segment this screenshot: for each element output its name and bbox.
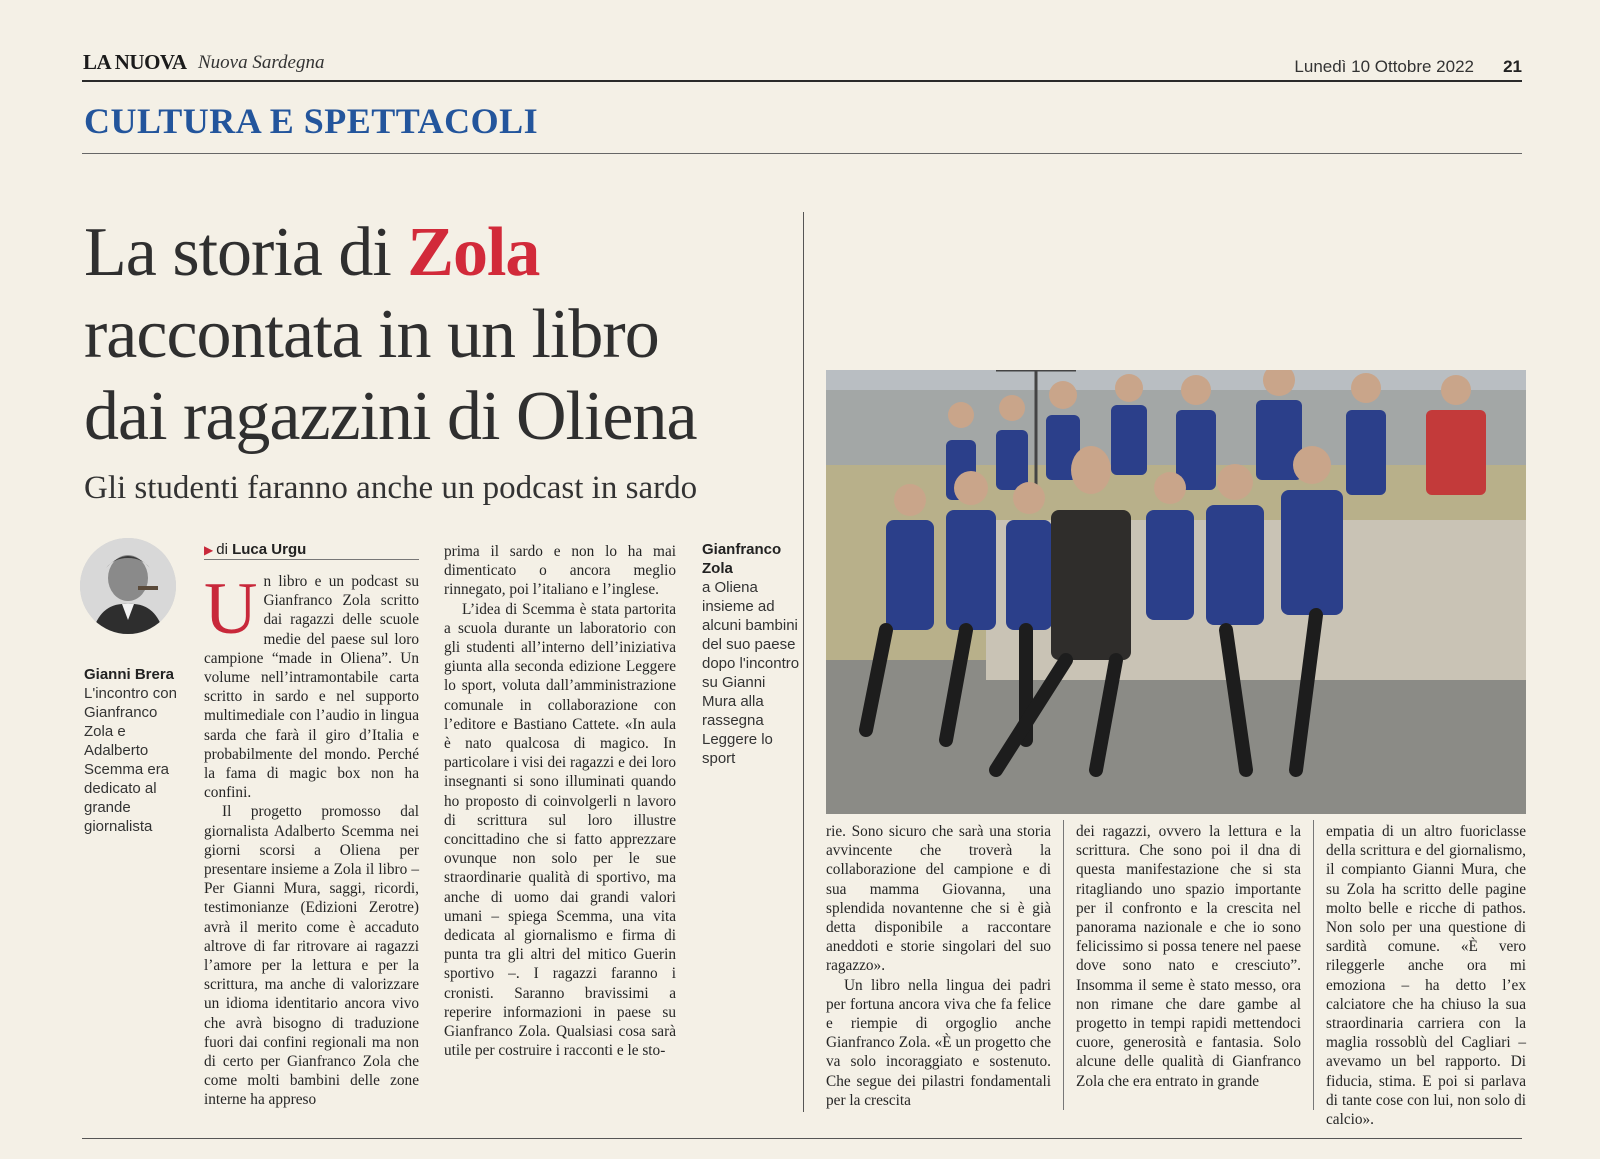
byline-prefix: di bbox=[216, 541, 228, 558]
caption-text: a Oliena insieme ad alcuni bambini del suo paese dopo l'incontro su Gianni Mura alla rassegna Leggere lo sport bbox=[702, 579, 800, 767]
article-column-1 bbox=[204, 568, 419, 1110]
header-rule bbox=[82, 80, 1522, 82]
paragraph: empatia di un altro fuoriclasse della scrittura e del giornalismo, il compianto Gianni Mura, che su Zola ha scritto delle pagine molto belle e ricche di pathos. Non solo per una questione di sardità comune. «È vero rileggerle anche ora mi emoziona – ha detto l’ex calciatore che ha chiuso la sua straordinaria carriera con la maglia rossoblù del Cagliari – avevamo un bel rapporto. Di fiducia, stima. E poi si parlava di tante cose con lui, non solo di calcio». bbox=[1326, 823, 1526, 1129]
paragraph: L’idea di Scemma è stata partorita a scuola durante un laboratorio con gli studenti all’interno dell’iniziativa giunta alla seconda edizione Leggere lo sport, voluta dall’amministrazione comunale in collaborazione con l’editore e Bastiano Cattete. «In aula è nato qualcosa di magico. In particolare i visi dei ragazzi e dei loro insegnanti si sono illuminati quando ho proposto di coinvolgerli n lavoro di scrittura sul loro illustre concittadino che si fatto apprezzare ovunque non solo per le sue straordinarie qualità di sportivo, ma anche di uomo dai grandi valori umani – spiega Scemma, una vita dedicata al giornalismo e firma di punta tra gli altri del mitico Guerin sportivo –. I ragazzi faranno i cronisti. Saranno bravissimi a reperire informazioni in paese su Gianfranco Zola. Qualsiasi cosa sarà utile per costruire i racconti e le sto- bbox=[444, 600, 676, 1060]
section-rule bbox=[82, 153, 1522, 154]
page-number: 21 bbox=[1503, 57, 1522, 76]
paragraph: n libro e un podcast su Gianfranco Zola scritto dai ragazzi delle scuole medie del paese sul loro campione “made in Oliena”. Un volume nell’intramontabile carta scritto in sardo e nel supporto multimediale con l’audio in lingua sarda che farà il giro d’Italia e probabilmente del mondo. Perché la fama di magic box non ha confini. bbox=[204, 573, 419, 802]
section-title: CULTURA E SPETTACOLI bbox=[84, 101, 539, 141]
dropcap: U bbox=[204, 568, 258, 650]
headline-text: La storia di bbox=[84, 214, 408, 291]
article-column-4 bbox=[1076, 822, 1301, 1091]
subheadline: Gli studenti faranno anche un podcast in sardo bbox=[84, 470, 698, 506]
byline bbox=[204, 541, 306, 558]
article-column-3 bbox=[826, 822, 1051, 1110]
footer-rule bbox=[82, 1138, 1522, 1139]
paragraph: prima il sardo e non lo ha mai dimenticato o ancora meglio rinnegato, poi l’italiano e l’inglese. bbox=[444, 543, 676, 599]
masthead-logo: LA NUOVA bbox=[83, 50, 187, 74]
article-column-2 bbox=[444, 542, 676, 1060]
masthead-script-logo: Nuova Sardegna bbox=[198, 52, 325, 73]
article-column-5 bbox=[1326, 822, 1526, 1129]
author-photo-caption bbox=[84, 665, 179, 836]
column-rule bbox=[1063, 820, 1064, 1110]
triangle-icon: ▶ bbox=[204, 543, 214, 557]
headline bbox=[84, 212, 784, 458]
paragraph: rie. Sono sicuro che sarà una storia avvincente che troverà la collaborazione del campione e di sua mamma Giovanna, una splendida novantenne che si è già detta disponibile a raccontare aneddoti e storie singolari del suo ragazzo». bbox=[826, 823, 1051, 975]
photo-caption bbox=[702, 540, 802, 768]
photo-column-rule bbox=[803, 212, 804, 1112]
headline-line-2: raccontata in un libro bbox=[84, 296, 659, 373]
headline-line-3: dai ragazzini di Oliena bbox=[84, 378, 697, 455]
caption-name: Gianni Brera bbox=[84, 666, 175, 683]
byline-author: Luca Urgu bbox=[232, 541, 307, 558]
paragraph: dei ragazzi, ovvero la lettura e la scrittura. Che sono poi il dna di questa manifestazione che si sta ritagliando uno spazio importante per il confronto e la crescita nel panorama nazionale e che io sono felicissimo si possa tenere nel paese dove sono nato e cresciuto”. Insomma il seme è stato messo, ora non rimane che dare gambe al progetto in tempi rapidi mettendoci cuore, generosità e fantasia. Solo alcune delle qualità di Gianfranco Zola che era entrato in grande bbox=[1076, 823, 1301, 1090]
paragraph: Il progetto promosso dal giornalista Adalberto Scemma nei giorni scorsi a Oliena per presentare insieme a Zola il libro – Per Gianni Mura, saggi, ricordi, testimonianze (Edizioni Zerotre) avrà il merito come è accaduto altrove di far ritrovare ai ragazzi l’amore per la lettura e per la scrittura, ma anche di valorizzare un idioma identitario ancora vivo che avrà bisogno di traduzione fuori dai confini regionali ma non di certo per Gianfranco Zola che come molti bambini delle zone interne ha appreso bbox=[204, 803, 419, 1109]
paragraph: Un libro nella lingua dei padri per fortuna ancora viva che fa felice e riempie di orgoglio anche Gianfranco Zola. «È un progetto che va solo incoraggiato e sostenuto. Che segue dei pilastri fondamentali per la crescita bbox=[826, 976, 1051, 1109]
headline-highlight: Zola bbox=[407, 214, 540, 291]
caption-name: Gianfranco Zola bbox=[702, 541, 782, 577]
avatar bbox=[80, 538, 176, 634]
byline-rule bbox=[204, 559, 419, 560]
column-rule bbox=[1313, 820, 1314, 1110]
caption-text: L'incontro con Gianfranco Zola e Adalberto Scemma era dedicato al grande giornalista bbox=[84, 685, 177, 835]
article-photo bbox=[826, 370, 1526, 814]
dateline: Lunedì 10 Ottobre 2022 bbox=[1294, 57, 1474, 76]
